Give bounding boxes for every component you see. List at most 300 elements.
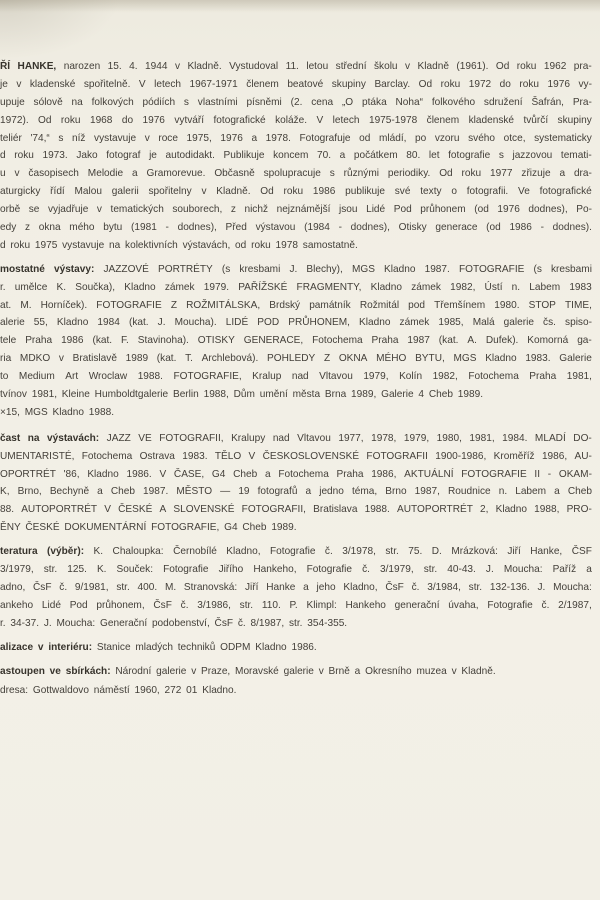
word: spořitelny <box>148 186 192 198</box>
word: galerie <box>503 317 534 329</box>
word: 1979, <box>363 371 389 383</box>
word: FOTOGRAFIE, <box>173 371 242 383</box>
word: fotografů <box>257 486 298 498</box>
word: do <box>499 78 511 90</box>
word: F. <box>121 335 129 347</box>
word: 1977, <box>338 432 364 444</box>
word: Blechy), <box>306 263 343 275</box>
word: č. <box>180 599 189 611</box>
word: str. <box>423 564 438 576</box>
word: G4 <box>211 468 226 480</box>
word: fotografické <box>539 186 592 198</box>
word: 1962 <box>543 61 567 72</box>
word: 80. <box>406 150 421 162</box>
word: Lidé <box>41 599 61 611</box>
word: 3/1979, <box>379 564 414 576</box>
word: galerii <box>111 186 139 198</box>
word: a <box>586 564 592 576</box>
word: svého <box>468 132 496 144</box>
word: členem <box>246 78 279 90</box>
word: kresbami <box>550 263 592 275</box>
word: výstavou <box>255 222 296 234</box>
word: (od <box>474 204 489 216</box>
word: Fotografie <box>306 564 353 576</box>
word: je <box>0 78 8 90</box>
word: T. <box>185 353 193 365</box>
word: Hanke <box>266 581 296 593</box>
word: 1976 <box>142 114 165 126</box>
word: 1987 <box>407 335 430 347</box>
word: BYTU, <box>415 353 445 365</box>
text-line <box>0 112 592 130</box>
word: členem <box>426 114 460 126</box>
word: Kolín <box>399 371 423 383</box>
word: FOTOGRAFII, <box>241 504 306 516</box>
word: Kladno <box>495 504 528 516</box>
word: zámek <box>411 281 441 293</box>
word: 1982, <box>432 371 458 383</box>
word: 1978. <box>265 132 291 144</box>
word: ČESKÉ <box>118 504 153 516</box>
text-line <box>0 466 592 484</box>
text-line <box>0 350 592 368</box>
word: Labem <box>529 281 561 293</box>
word: 1900-1986, <box>435 450 487 462</box>
word: vystavuje <box>94 132 137 144</box>
paragraph-lead-word: na <box>27 432 40 444</box>
word: Archlebová). <box>201 353 259 365</box>
word: 1988. <box>364 504 390 516</box>
paragraph-lead-word: ŘÍ <box>0 61 11 72</box>
paragraph-lead-word: mostatné <box>0 263 45 275</box>
word: vlastními <box>197 96 238 108</box>
word: Před <box>225 222 247 234</box>
word: Jiřího <box>218 564 244 576</box>
word: alerie <box>0 317 25 329</box>
word: 1976 <box>497 204 520 216</box>
word: - <box>165 222 169 234</box>
word: Moucha: <box>503 564 543 576</box>
word: od <box>359 132 371 144</box>
word: letech <box>154 78 182 90</box>
word: Malou <box>74 186 103 198</box>
word: v <box>14 168 20 180</box>
word: 75. <box>408 546 423 558</box>
scan-corner-shade <box>0 0 120 60</box>
text-line <box>0 58 592 76</box>
word: Brno, <box>17 486 42 498</box>
word: Komorná <box>527 335 569 347</box>
word: generační <box>394 599 440 611</box>
text-line <box>0 183 592 201</box>
word: (1961). <box>456 61 489 72</box>
text-line <box>0 219 592 237</box>
word: Praha <box>371 335 399 347</box>
text-line <box>0 483 592 501</box>
paragraph-lead: alizace v interiéru: <box>0 641 97 653</box>
word: Pod <box>393 204 412 216</box>
word: '86, <box>63 468 80 480</box>
word: Vltavou <box>297 432 331 444</box>
word: 1980. <box>494 299 520 311</box>
word: roku <box>283 186 304 198</box>
word: časopisech <box>28 168 79 180</box>
word: 1986 <box>509 222 532 234</box>
paragraph-samostatne-vystavy <box>0 261 592 422</box>
word: nichž <box>244 204 269 216</box>
word: jeho <box>316 581 336 593</box>
word: teliér <box>0 132 22 144</box>
word: Od <box>260 186 274 198</box>
word: v <box>174 61 180 72</box>
word: bytu <box>103 222 123 234</box>
word: OKNA <box>338 353 368 365</box>
word: 1985, <box>438 317 464 329</box>
word: 1986 <box>61 335 84 347</box>
word: Kralup <box>252 371 282 383</box>
word: 1975-1978 <box>368 114 418 126</box>
word: s <box>58 132 64 144</box>
word: mého <box>69 222 95 234</box>
word: ČsF <box>153 599 172 611</box>
text-line <box>0 165 592 183</box>
text-line: astoupen ve sbírkách: Národní galerie v Praze, Moravské galerie v Brně a Okresního muzea v Kladně. <box>0 665 496 677</box>
word: letech <box>332 114 360 126</box>
word: — <box>220 486 231 498</box>
word: o <box>451 186 457 198</box>
word: FOTOGRAFII <box>366 450 428 462</box>
text-line: ×15, MGS Kladno 1988. <box>0 406 115 418</box>
word: 110. <box>261 599 281 611</box>
word: beatové <box>287 78 324 90</box>
text-line <box>0 94 592 112</box>
word: Noha“ <box>395 96 424 108</box>
paragraph-adresa <box>0 682 592 700</box>
word: Publikuje <box>223 150 265 162</box>
word: Od <box>418 78 433 90</box>
word: (2. <box>290 96 303 108</box>
word: spolupracuje <box>263 168 321 180</box>
word: vytváří <box>174 114 205 126</box>
word: 1972). <box>0 114 29 126</box>
word: str. <box>385 546 399 558</box>
word: PRO- <box>566 504 592 516</box>
text-line <box>0 543 592 561</box>
word: skupiny <box>331 78 366 90</box>
word: Fotografuje <box>299 132 351 144</box>
word: Medium <box>18 371 55 383</box>
paragraph-lead-word: výstavách: <box>46 432 100 444</box>
word: 3/1986, <box>197 599 231 611</box>
word: V <box>138 78 146 90</box>
word: 4. <box>129 61 138 72</box>
word: Od <box>439 168 453 180</box>
word: (s <box>533 263 542 275</box>
word: Kladně. <box>187 61 222 72</box>
word: dodnes), <box>350 222 390 234</box>
word: roku <box>516 61 537 72</box>
word: jazzovou <box>512 150 553 162</box>
word: Součka), <box>75 281 116 293</box>
word: let <box>428 150 440 162</box>
word: AKTUÁLNÍ <box>404 468 454 480</box>
word: koncem <box>273 150 309 162</box>
word: r. <box>0 281 6 293</box>
word: V <box>316 114 324 126</box>
word: M. <box>20 299 32 311</box>
word: Vystudoval <box>229 61 279 72</box>
word: Galerie <box>559 353 592 365</box>
word: ankeho <box>0 599 34 611</box>
word: Labem <box>515 486 547 498</box>
word: a <box>251 132 258 144</box>
word: Art <box>65 371 79 383</box>
word: Kladno <box>124 281 156 293</box>
word: 88. <box>0 504 15 516</box>
word: 400. <box>137 581 158 593</box>
word: 1980, <box>436 432 462 444</box>
word: edy <box>0 222 17 234</box>
word: Třemšínem <box>434 299 486 311</box>
word: umělce <box>14 281 48 293</box>
word: periodiky. <box>387 168 431 180</box>
word: str. <box>43 564 58 576</box>
word: folkových <box>91 96 134 108</box>
paragraph-lead-word: HANKE, <box>17 61 57 72</box>
word: Praha <box>529 371 557 383</box>
word: fotografie <box>448 150 491 162</box>
word: II <box>534 468 541 480</box>
word: ga- <box>577 335 592 347</box>
word: a <box>97 486 103 498</box>
word: 1982, <box>450 281 476 293</box>
word: tvůrčí <box>523 114 549 126</box>
word: Kladno <box>56 317 89 329</box>
text-line <box>0 297 592 315</box>
word: skupiny <box>557 114 592 126</box>
word: Fotografie <box>487 599 533 611</box>
word: 1976 <box>547 78 570 90</box>
word: Lidé <box>366 204 386 216</box>
word: Fotochema <box>81 450 133 462</box>
word: Vltavou <box>319 371 353 383</box>
word: 1986, <box>541 450 568 462</box>
word: (kat. <box>438 335 459 347</box>
word: TIME, <box>565 299 592 311</box>
word: 1989 <box>125 353 149 365</box>
word: a <box>305 486 312 498</box>
word: dra- <box>573 168 592 180</box>
word: GENERACE, <box>243 335 304 347</box>
word: POHLEDY <box>267 353 316 365</box>
word: a <box>559 168 566 180</box>
word: 11. <box>285 61 299 72</box>
word: A <box>159 504 167 516</box>
word: UMENTARISTÉ, <box>0 450 75 462</box>
word: s <box>329 168 335 180</box>
word: Bratislavě <box>72 353 117 365</box>
word: Malá <box>472 317 495 329</box>
word: u <box>0 168 6 180</box>
word: 1984. <box>502 432 528 444</box>
word: Moucha: <box>553 581 592 593</box>
word: 1983. <box>525 353 551 365</box>
word: M. <box>164 581 177 593</box>
word: 1981, <box>469 432 495 444</box>
word: texty <box>420 186 442 198</box>
word: VE <box>138 432 152 444</box>
text-line <box>0 314 592 332</box>
word: 1988, <box>534 504 560 516</box>
word: J. <box>289 263 298 275</box>
word: 2, <box>480 504 489 516</box>
word: '74,“ <box>30 132 50 144</box>
word: 15. <box>107 61 122 72</box>
word: Od <box>38 114 52 126</box>
word: a <box>554 486 560 498</box>
word: Kladně. <box>216 186 251 198</box>
word: MĚSTO <box>176 486 213 498</box>
word: Rožmitál <box>359 299 400 311</box>
word: V <box>248 450 256 462</box>
word: různými <box>343 168 379 180</box>
word: AU- <box>574 450 592 462</box>
word: MGS <box>453 353 477 365</box>
paragraph-literatura <box>0 543 592 632</box>
text-line <box>0 579 592 597</box>
word: OTISKY <box>197 335 235 347</box>
word: Od <box>495 61 510 72</box>
word: ria <box>0 353 12 365</box>
word: průhonem, <box>96 599 145 611</box>
text-line <box>0 501 592 519</box>
word: jsou <box>339 204 358 216</box>
word: souborech, <box>172 204 223 216</box>
word: a <box>303 581 309 593</box>
word: (kat. <box>128 317 149 329</box>
word: tele <box>0 335 17 347</box>
word: 1986, <box>371 468 397 480</box>
word: č. <box>59 581 68 593</box>
word: DO- <box>573 432 592 444</box>
text-line <box>0 201 592 219</box>
word: J. <box>157 317 166 329</box>
word: zámek <box>399 317 430 329</box>
paragraph-lead-word: výstavy: <box>53 263 95 275</box>
word: roce <box>158 132 178 144</box>
word: své <box>394 186 411 198</box>
text-line <box>0 332 592 350</box>
word: Občasně <box>214 168 255 180</box>
word: vyjadřuje <box>47 204 89 216</box>
word: spořitelně. <box>83 78 131 90</box>
word: Paříž <box>552 564 577 576</box>
word: Kladno <box>87 468 119 480</box>
word: fotografii. <box>466 186 509 198</box>
word: n. <box>498 486 508 498</box>
word: POD <box>257 317 280 329</box>
word: zřizuje <box>521 168 551 180</box>
paragraph-realizace <box>0 639 592 657</box>
word: J. <box>537 581 546 593</box>
word: autodidakt. <box>165 150 215 162</box>
word: pod <box>408 299 426 311</box>
word: vy- <box>578 78 592 90</box>
word: Stranovská: <box>183 581 238 593</box>
word: 55, <box>33 317 48 329</box>
word: 70. <box>317 150 332 162</box>
word: K. <box>93 546 104 558</box>
word: - <box>540 222 544 234</box>
word: ČESKOSLOVENSKÉ <box>262 450 360 462</box>
word: str. <box>116 581 130 593</box>
word: řídí <box>50 186 65 198</box>
word: (od <box>486 222 501 234</box>
word: systematicky <box>534 132 592 144</box>
text-line: r. 34-37. J. Moucha: Generační podobenství, ČsF č. 8/1987, str. 354-355. <box>0 617 348 629</box>
word: č. <box>411 581 420 593</box>
word: téma, <box>351 486 378 498</box>
word: Praha <box>25 335 53 347</box>
word: to <box>0 371 9 383</box>
word: na <box>71 96 83 108</box>
word: 1987, <box>414 486 440 498</box>
word: pra- <box>573 61 592 72</box>
word: Brno <box>385 486 407 498</box>
word: 1979, <box>403 432 430 444</box>
word: V <box>104 504 111 516</box>
word: 1987. <box>143 486 169 498</box>
word: K. <box>56 281 67 293</box>
word: střední <box>335 61 367 72</box>
word: jedno <box>319 486 344 498</box>
word: Kladno <box>384 263 416 275</box>
text-line <box>0 279 592 297</box>
word: nejznámější <box>276 204 331 216</box>
word: č. <box>324 546 333 558</box>
word: FOTOGRAFIE <box>96 299 162 311</box>
paragraph-ucast-na-vystavach <box>0 430 592 537</box>
word: Cheb <box>233 468 258 480</box>
word: Po- <box>576 204 592 216</box>
word: průhonem <box>420 204 466 216</box>
word: Hanke, <box>530 546 563 558</box>
word: orbě <box>0 204 21 216</box>
word: K, <box>0 486 10 498</box>
word: 1987. <box>424 263 450 275</box>
word: školu <box>373 61 398 72</box>
text-line: dresa: Gottwaldovo náměstí 1960, 272 01 Kladno. <box>0 685 237 697</box>
word: MLADÍ <box>534 432 566 444</box>
word: kladenské <box>29 78 76 90</box>
word: v <box>144 132 150 144</box>
word: FOTOGRAFII, <box>159 432 224 444</box>
word: spiso- <box>565 317 592 329</box>
word: FOTOGRAFIE <box>458 263 525 275</box>
word: dodnes), <box>528 204 568 216</box>
word: (s <box>221 263 231 275</box>
scan-top-edge-shade <box>0 0 600 12</box>
word: písněmi <box>246 96 282 108</box>
word: Kladně <box>417 61 449 72</box>
word: okna <box>38 222 61 234</box>
word: Kroměříž <box>493 450 535 462</box>
word: Pod <box>69 599 88 611</box>
word: do <box>121 114 134 126</box>
word: at. <box>0 299 12 311</box>
word: Kladno, <box>226 546 261 558</box>
paragraph-lead-word: čast <box>0 432 21 444</box>
